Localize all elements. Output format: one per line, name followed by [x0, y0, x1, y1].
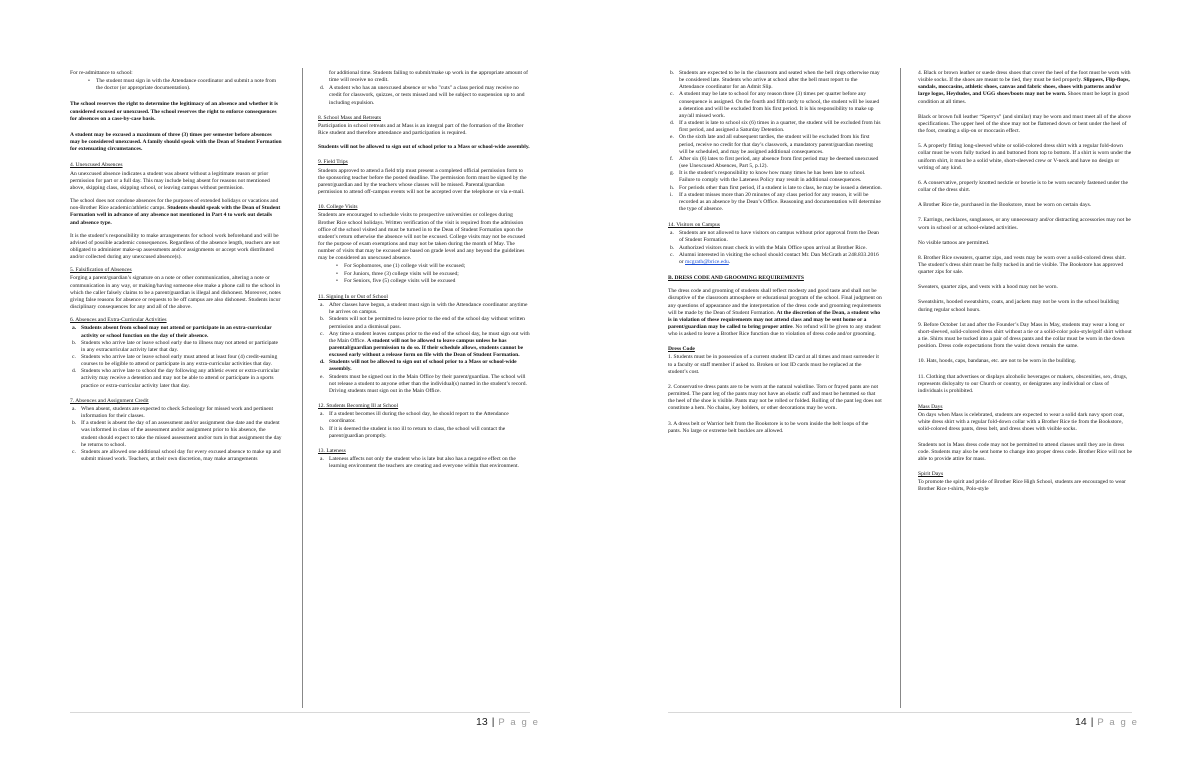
section-title-college-visits: 10. College Visits	[318, 204, 358, 211]
dress-code-item-1: 1. Students must be in possession of a current student ID card at all times and must surrender it to a faculty or staff member if asked to. Broken or lost ID cards must be replaced at the student’s cost.	[668, 354, 879, 375]
dress-code-item-2: 2. Conservative dress pants are to be worn at the natural waistline. Torn or frayed pants are not permitted. The pant leg of the pants may not have an elastic cuff and must be hemmed so that the heel of the shoe is visible. Pants may not be rolled or folded. Rolling of the pant leg does not constitute a hem. No chains, key holders, or other decorations may be worn.	[668, 383, 882, 412]
page-footer	[1075, 716, 1139, 728]
max-absence-paragraph: A student may be excused a maximum of three (3) times per semester before absences may be considered unexcused. A family should speak with the Dean of Student Formation for extenuating circumstances.	[70, 131, 282, 153]
section-title-visitors: 14. Visitors on Campus	[668, 222, 720, 229]
mass-days-paragraph-2: Students not in Mass dress code may not be permitted to attend classes until they are in dress code. Students may also be sent home to change into proper dress code. Brother Rice will not be able to provide attire for mass.	[918, 441, 1132, 462]
column-1	[70, 70, 282, 463]
column-divider	[302, 68, 303, 708]
column-2	[318, 70, 530, 470]
section-title-field-trips: 9. Field Trips	[318, 159, 348, 166]
hood-paragraph: Sweaters, quarter zips, and vests with a hood may not be worn.	[918, 284, 1058, 291]
section-title-signing: 11. Signing In or Out of School	[318, 293, 388, 300]
list-item: f. After six (6) lates to first period, any absence from first period may be deemed unexcused (see Unexcused Absences, Part 5, p.12).	[670, 155, 879, 170]
college-visit-bullet: • For Juniors, three (3) college visits will be excused;	[318, 271, 530, 278]
list-item: c. A student may be late to school for any reason three (3) times per quarter before any consequence is assigned. On the fourth and fifth tardy to school, the student will be issued a detention and will be excluded from his first period. It is his responsibility to make up any/all missed work.	[670, 91, 880, 119]
mass-days-paragraph-1: On days when Mass is celebrated, students are expected to wear a solid dark navy sport coat, white dress shirt with a regular fold-down collar with a Brother Rice tie from the Bookstore, solid-colored dress pants, dress belt, and dress shoes with visible socks.	[918, 412, 1125, 433]
bullet-icon: •	[336, 263, 338, 270]
list-item: b. Students will not be permitted to leave prior to the end of the school day without written permission and a dismissal pass.	[320, 316, 525, 330]
bullet-icon: •	[88, 78, 90, 85]
sweatshirt-paragraph: Sweatshirts, hooded sweatshirts, coats, and jackets may not be worn in the school building during regular school hours.	[918, 299, 1119, 313]
college-visit-bullet: • For Seniors, five (5) college visits will be excused	[318, 278, 530, 285]
mass-signout-paragraph: Students will not be allowed to sign out of school prior to a Mass or school-wide assembly.	[318, 144, 530, 151]
list-item: i. If a student misses more than 20 minutes of any class period for any reason, it will be recorded as an absence by the Dean’s Office. Reasoning and documentation will determine the type of absence.	[670, 191, 881, 212]
bullet-icon: •	[336, 270, 338, 277]
mass-retreats-paragraph: Participation in school retreats and at Mass is an integral part of the formation of the Brother Rice student and therefore attendance and participation is required.	[318, 122, 524, 137]
dress-code-item-8: 8. Brother Rice sweaters, quarter zips, and vests may be worn over a solid-colored dress shirt. The student’s dress shirt must be fully tucked in and tie visible. The Bookstore has approved quarter zips for sale.	[918, 254, 1127, 276]
spirit-days-paragraph: To promote the spirit and pride of Brother Rice High School, students are encouraged to wear Brother Rice t-shirts, Polo-style	[918, 479, 1126, 493]
column-4	[918, 70, 1132, 500]
column-3	[668, 70, 882, 441]
list-item: d. Students who arrive late to school the day following any athletic event or extra-curricular activity may receive a detention and may not be able to attend or participate in a sports practice or extra-curricular activity later that day.	[72, 368, 280, 389]
dress-code-item-3: 3. A dress belt or Warrior belt from the Bookstore is to be worn inside the belt loops of the pants. No large or extreme belt buckles are allowed.	[668, 420, 869, 434]
list-item: c. Students who arrive late or leave school early must attend at least four (4) credit-earning courses to be eligible to attend or participate in any extra-curricular activities that day.	[72, 354, 278, 368]
readmit-bullet: • The student must sign in with the Attendance coordinator and submit a note from the doctor (or appropriate documentation).	[70, 78, 282, 92]
column-divider	[900, 68, 901, 708]
list-item: c. Any time a student leaves campus prior to the end of the school day, he must sign out with the Main Office. A student will not be allowed to leave campus unless he has parental/guardian permission to do so. If their schedule allows, students cannot be excused early without a release form on file with the Dean of Student Formation.	[320, 330, 530, 359]
page-label: P a g e	[1097, 717, 1139, 728]
readmit-title: For re-admittance to school:	[70, 70, 133, 76]
footer-rule	[70, 712, 530, 713]
footer-separator: |	[491, 716, 495, 728]
list-item: a. Lateness affects not only the student who is late but also has a negative effect on the learning environment the teachers are creating and everyone within that environment.	[320, 456, 519, 470]
list-item: a. Students absent from school may not attend or participate in an extra-curricular activity or school function on the day of their absence.	[72, 325, 272, 339]
dress-code-item-10: 10. Hats, hoods, caps, bandanas, etc. are not to be worn in the building.	[918, 358, 1077, 365]
dress-code-item-11: 11. Clothing that advertises or displays alcoholic beverages or makers, obscenities, sex, drugs, represents disloyalty to our Church or country, or denigrates any individual or class of individuals is prohibited.	[918, 373, 1128, 394]
list-item: b. If it is deemed the student is too ill to return to class, the school will contact the parent/guardian promptly.	[320, 425, 506, 439]
page-label: P a g e	[498, 717, 540, 728]
section-title-mass-retreats: 8. School Mass and Retreats	[318, 114, 382, 121]
unexcused-paragraph-1: An unexcused absence indicates a student was absent without a legitimate reason or prior permission for part or a full day. This may include being absent for reasons not mentioned above, skipping class, skipping school, or leaving campus without permission.	[70, 170, 270, 191]
list-item: b. Students who arrive late or leave school early due to illness may not attend or participate in any extracurricular activity later that day.	[72, 339, 279, 353]
college-visits-paragraph: Students are encouraged to schedule visits to prospective universities or colleges during Brother Rice school holidays. Written verification of the visit is required from the admission office of the school visited and must be turned in to the Dean of Student Formation upon the student’s return otherwise the absence will not be excused. College visits may not be excused for the purpose of exam exemptions and may not be taken during the month of May. The number of visits that may be excused are based on grade level and any beyond the guidelines may be considered an unexcused absence.	[318, 212, 526, 262]
dress-code-item-7: 7. Earrings, necklaces, sunglasses, or any unnecessary and/or distracting accessories may not be worn in school or at school-related activities.	[918, 217, 1131, 231]
page-footer	[476, 716, 540, 728]
list-item: g. It is the student’s responsibility to know how many times he has been late to school. Failure to comply with the Lateness Policy may result in additional consequences.	[670, 170, 866, 184]
list-item: a. After classes have begun, a student must sign in with the Attendance coordinator anytime he arrives on campus.	[320, 302, 528, 316]
tie-paragraph: A Brother Rice tie, purchased in the Bookstore, must be worn on certain days.	[918, 202, 1092, 209]
list-item: h. For periods other than first period, if a student is late to class, he may be issued a detention.	[670, 184, 882, 191]
list-item: d. A student who has an unexcused absence or who "cuts" a class period may receive no credit for classwork, quizzes, or tests missed and will be subject to suspension up to and including expulsion.	[320, 85, 525, 106]
section-title-mass-days: Mass Days	[918, 404, 943, 410]
unexcused-paragraph-2: The school does not condone absences for the purposes of extended holidays or vacations and non-Brother Rice academic/athletic camps. Students should speak with the Dean of Student Formation well in advance of any absence not mentioned in Part 4 to work out details and absence type.	[70, 198, 281, 226]
tattoo-paragraph: No visible tattoos are permitted.	[918, 239, 990, 246]
list-item: a. If a student becomes ill during the school day, he should report to the Attendance coordinator.	[320, 411, 509, 425]
section-title-assignment-credit: 7. Absences and Assignment Credit	[70, 397, 149, 404]
page-14	[600, 0, 1200, 776]
list-item-continued: for additional time. Students failing to submit/make up work in the appropriate amount of time will receive no credit.	[329, 70, 529, 84]
section-title-extracurricular: 6. Absences and Extra-Curricular Activities	[70, 317, 167, 324]
section-title-lateness: 13. Lateness	[318, 447, 346, 454]
list-item: d. Students will not be allowed to sign out of school prior to a Mass or school-wide assembly.	[320, 359, 517, 373]
college-visit-bullet: • For Sophomores, one (1) college visit will be excused;	[318, 263, 530, 270]
list-item: b. Authorized visitors must check in with the Main Office upon arrival at Brother Rice.	[670, 244, 867, 251]
field-trips-paragraph: Students approved to attend a field trip must present a completed official permission form to the sponsoring teacher before the posted deadline. The permission form must be signed by the parent/guardian and by the teachers whose classes will be missed. Parental/guardian permission to attend off-campus events will not be accepted over the telephone or via e-mail.	[318, 167, 527, 196]
dress-code-item-6: 6. A conservative, properly knotted necktie or bowtie is to be worn securely fastened under the collar of the dress shirt.	[918, 179, 1128, 194]
list-item: c. Alumni interested in visiting the school should contact Mr. Dan McGrath at 248.833.2016 or mcgrath@brice.edu.	[670, 251, 879, 265]
list-item: a. Students are not allowed to have visitors on campus without prior approval from the Dean of Student Formation.	[670, 230, 879, 244]
footer-separator: |	[1090, 716, 1094, 728]
list-item: a. When absent, students are expected to check Schoology for missed work and pertinent information for their classes.	[72, 405, 274, 420]
list-item: c. Students are allowed one additional school day for every excused absence to make up and submit missed work. Teachers, at their own discretion, may make arrangements	[72, 448, 281, 463]
list-item: d. If a student is late to school six (6) times in a quarter, the student will be excluded from his first period, and assigned a Saturday Detention.	[670, 120, 881, 134]
page-number: 14	[1075, 716, 1087, 728]
section-title-unexcused: 4. Unexcused Absences	[70, 162, 123, 169]
bullet-icon: •	[336, 277, 338, 284]
footer-rule	[668, 712, 1132, 713]
dress-code-subtitle: Dress Code	[668, 346, 695, 353]
sperrys-paragraph: Black or brown full leather “Sperrys” (and similar) may be worn and must meet all of the above specifications. The upper heel of the shoe may not be flattened down or bent under the heel of the foot, creating a slip-on or moccasin effect.	[918, 113, 1132, 135]
dress-code-item-4: 4. Black or brown leather or suede dress shoes that cover the heel of the foot must be worn with visible socks. If the shoes are meant to be tied, they must be tied properly. Slippers, Flip-flops, sandals, moccasins, athletic shoes, canvas and fabric shoes, shoes with patterns and/or large logos, Heydudes, and UGG shoes/boots may not be worn. Shoes must be kept in good condition at all times.	[918, 70, 1131, 105]
falsification-paragraph: Forging a parent/guardian’s signature on a note or other communication, altering a note or communication in any way, or making/having someone else make a phone call to the school in which the caller falsely claims to be a parent/guardian is illegal and dishonest. Moreover, notes giving false reasons for absence or requests to be off campus are also dishonest. Students incur disciplinary consequences for any and all of the above.	[70, 275, 281, 311]
list-item: b. Students are expected to be in the classroom and seated when the bell rings otherwise may be considered late. Students who arrive at school after the bell must report to the Attendance coordinator for an Admit Slip.	[670, 70, 880, 91]
section-title-dress-code: B. DRESS CODE AND GROOMING REQUIREMENTS	[668, 275, 804, 282]
unexcused-paragraph-3: It is the student’s responsibility to make arrangements for school work beforehand and will be advised of possible academic consequences. Regardless of the absence length, teachers are not obligated to administer make-up assessments and/or assignments or accept work distributed and/or collected during any unexcused absence(s).	[70, 232, 280, 261]
email-link[interactable]: mcgrath@brice.edu	[685, 258, 729, 265]
dress-code-item-5: 5. A properly fitting long-sleeved white or solid-colored dress shirt with a regular fold-down collar must be worn fully tucked in and buttoned from top to bottom. If a shirt is worn under the uniform shirt, it must be a solid white, short-sleeved crew or V-neck and have no design or writing of any kind.	[918, 143, 1132, 171]
dress-code-intro: The dress code and grooming of students shall reflect modesty and good taste and shall not be disruptive of the classroom atmosphere or educational program of the school. Final judgment on any questions of appearance and the interpretation of the dress code and grooming requirements will be made by the Dean of Student Formation. At the discretion of the Dean, a student who is in violation of these requirements may not attend class and may be sent home or a parent/guardian may be called to bring proper attire. No refund will be given to any student who is asked to leave a Brother Rice function due to violation of dress code and/or grooming.	[668, 288, 882, 338]
section-title-ill: 12. Students Becoming Ill at School	[318, 403, 399, 410]
page-number: 13	[476, 716, 488, 728]
list-item: b. If a student is absent the day of an assessment and/or assignment due date and the student was informed in class of the assessment and/or assignment prior to his absence, the student should expect to take the missed assessment and/or turn in that assignment the day he returns to school.	[72, 420, 282, 448]
section-title-spirit-days: Spirit Days	[918, 471, 944, 478]
list-item: e. Students must be signed out in the Main Office by their parent/guardian. The school will not release a student to anyone other than the individual(s) named in the student’s record. Driving students must sign out in the Main Office.	[320, 373, 527, 394]
dress-code-item-9: 9. Before October 1st and after the Founder’s Day Mass in May, students may wear a long or short-sleeved, solid-colored dress shirt without a tie or a solid-color polo-style/golf shirt without a tie. Shirts must be tucked into a pair of dress pants and the collar must be worn in the down position. Dress code expectations from the waist down remain the same.	[918, 321, 1132, 350]
reserve-paragraph: The school reserves the right to determine the legitimacy of an absence and whether it is considered excused or unexcused. The school reserves the right to enforce consequences for absences on a case-by-case basis.	[70, 101, 278, 122]
section-title-falsification: 5. Falsification of Absences	[70, 267, 132, 274]
list-item: e. On the sixth late and all subsequent tardies, the student will be excluded from his first period, receive no credit for that day’s classwork, a mandatory parent/guardian meeting will be scheduled, and may be assigned additional consequences.	[670, 134, 873, 155]
